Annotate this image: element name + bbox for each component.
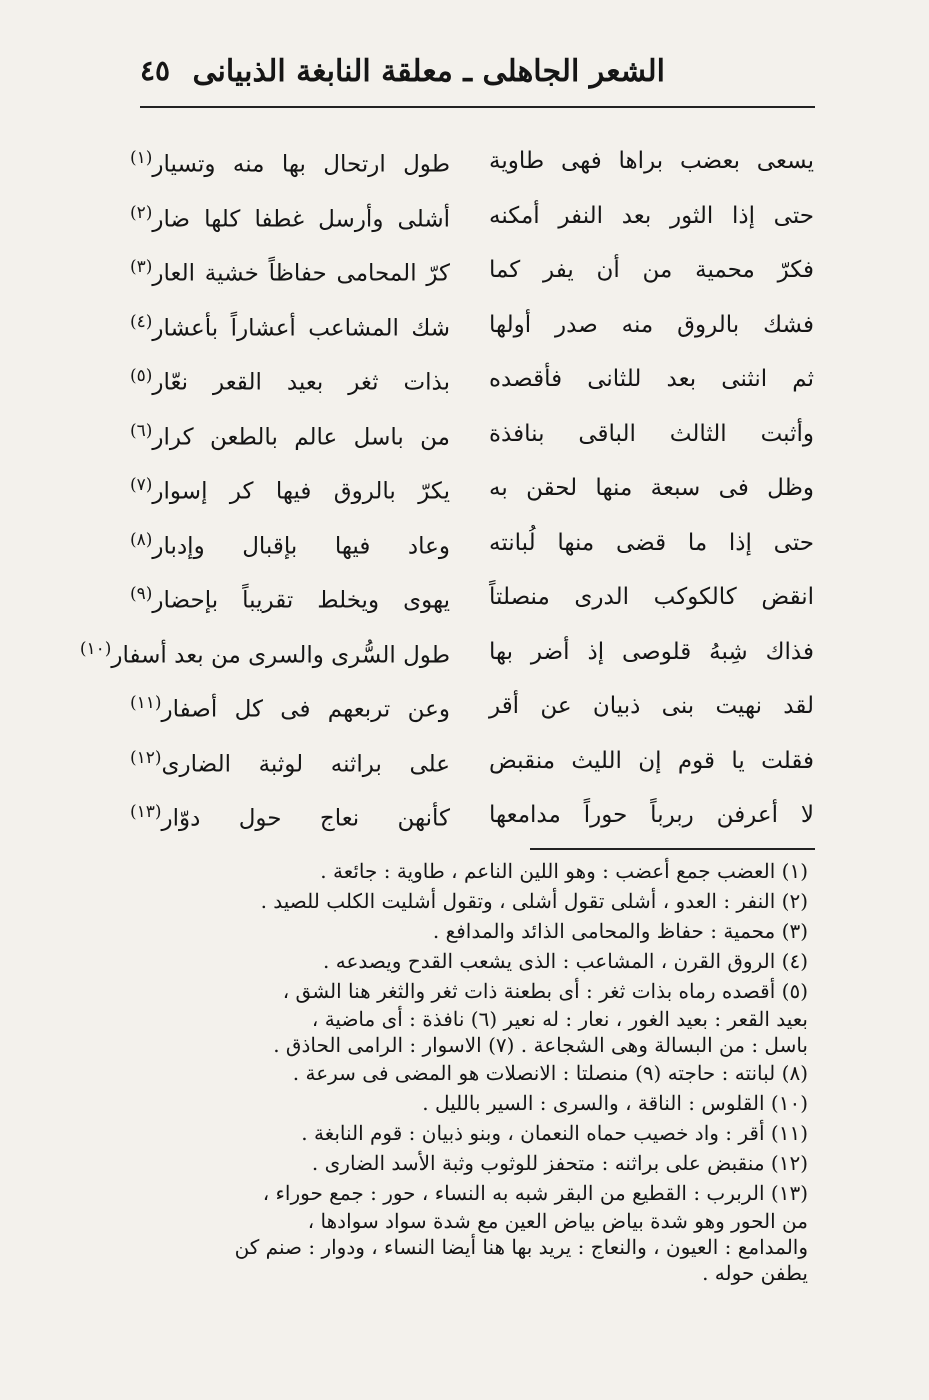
verse-second-hemistich	[130, 693, 450, 723]
footnote-line: (١) العضب جمع أعضب : وهو اللين الناعم ، طاوية : جائعة .	[320, 859, 808, 883]
footnote-line: (١١) أقر : واد خصيب حماه النعمان ، وبنو ذبيان : قوم النابغة .	[301, 1121, 808, 1145]
verse-second-hemistich	[130, 312, 450, 342]
footnote-line: من الحور وهو شدة بياض بياض العين مع شدة سواد سوادها ،	[307, 1209, 808, 1233]
footnote-marker: (٣)	[130, 257, 153, 277]
hemistich-text: أشلى وأرسل غطفا كلها ضار	[152, 206, 450, 233]
footnote-marker: (٢)	[130, 202, 153, 223]
verse-first-hemistich: فقلت يا قوم إن الليث منقبض	[489, 747, 814, 774]
footnote-line: (١٢) منقبض على براثنه : متحفز للوثوب وثبة الأسد الضارى .	[311, 1151, 808, 1175]
footnote-line: باسل : من البسالة وهى الشجاعة . (٧) الاسوار : الرامى الحاذق .	[273, 1033, 808, 1057]
footnotes-divider	[530, 848, 815, 850]
verse-first-hemistich: وظل فى سبعة منها لحقن به	[489, 475, 814, 501]
verse	[130, 195, 820, 250]
verse	[130, 358, 820, 413]
verse	[130, 304, 820, 359]
verse-second-hemistich	[130, 748, 450, 778]
verse-second-hemistich	[130, 148, 450, 178]
verse	[130, 249, 820, 304]
footnote-marker: (١٣)	[130, 802, 162, 822]
verse-first-hemistich: حتى إذا الثور بعد النفر أمكنه	[489, 202, 814, 229]
verse-first-hemistich: فكرّ محمية من أن يفر كما	[489, 257, 814, 283]
hemistich-text: بذات ثغر بعيد القعر نعّار	[152, 369, 450, 396]
verse-first-hemistich: يسعى بعضب براها فهى طاوية	[489, 148, 814, 174]
verse-second-hemistich	[130, 584, 450, 614]
hemistich-text: طول ارتحال بها منه وتسيار	[152, 151, 450, 178]
verse-first-hemistich: فذاك شِبهُ قلوصى إذ أضر بها	[489, 638, 814, 665]
footnote-line: يطفن حوله .	[702, 1261, 808, 1285]
page-header	[140, 44, 815, 100]
footnote-line: (٥) أقصده رماه بذات ثغر : أى بطعنة ذات ثغر والثغر هنا الشق ،	[282, 979, 808, 1003]
verse	[79, 631, 820, 686]
verse-first-hemistich: لا أعرفن ربرباً حوراً مدامعها	[489, 802, 814, 828]
hemistich-text: وعاد فيها بإقبال وإدبار	[152, 533, 450, 560]
verse	[130, 140, 820, 195]
footnote-line: (٣) محمية : حفاظ والمحامى الذائد والمدافع .	[432, 919, 808, 943]
verse	[130, 413, 820, 468]
footnote-marker: (٥)	[130, 366, 153, 386]
footnote-line: (٢) النفر : العدو ، أشلى تقول أشلى ، وتقول أشليت الكلب للصيد .	[260, 889, 808, 913]
footnote-marker: (٨)	[130, 529, 153, 550]
verse	[130, 467, 820, 522]
footnote-marker: (٧)	[130, 475, 153, 495]
footnote-line: (٨) لبانته : حاجته (٩) منصلتا : الانصلات هو المضى فى سرعة .	[292, 1061, 808, 1085]
hemistich-text: وعن تربعهم فى كل أصفار	[161, 696, 450, 723]
footnote-marker: (٩)	[130, 584, 153, 604]
hemistich-text: كرّ المحامى حفاظاً خشية العار	[152, 260, 450, 287]
footnote-marker: (١٠)	[79, 638, 112, 659]
hemistich-text: يكرّ بالروق فيها كر إسوار	[152, 478, 450, 505]
verse	[130, 522, 820, 577]
verse-second-hemistich	[130, 366, 450, 396]
verse-first-hemistich: انقض كالكوكب الدرى منصلتاً	[489, 584, 814, 610]
footnote-marker: (٦)	[130, 420, 153, 441]
poem-verses	[79, 140, 820, 849]
verse-second-hemistich	[130, 421, 450, 451]
verse	[130, 576, 820, 631]
footnote-line: (٤) الروق القرن ، المشاعب : الذى يشعب القدح ويصدعه .	[323, 949, 808, 973]
footnote-marker: (١)	[130, 148, 153, 168]
footnotes	[128, 856, 808, 1286]
verse-second-hemistich	[130, 802, 450, 832]
footnote-marker: (١١)	[130, 693, 162, 713]
footnote-marker: (٤)	[130, 311, 153, 332]
hemistich-text: شك المشاعب أعشاراً بأعشار	[152, 315, 450, 342]
verse	[130, 740, 820, 795]
verse-second-hemistich	[79, 638, 450, 669]
page-number: ٤٥	[140, 54, 171, 87]
verse-first-hemistich: حتى إذا ما قضى منها لُبانته	[489, 529, 814, 556]
footnote-line: بعيد القعر : بعيد الغور ، نعار : له نعير (٦) نافذة : أى ماضية ،	[311, 1007, 808, 1031]
verse-first-hemistich: لقد نهيت بنى ذبيان عن أقر	[489, 693, 814, 719]
verse-first-hemistich: فشك بالروق منه صدر أولها	[489, 311, 814, 338]
hemistich-text: طول السُّرى والسرى من بعد أسفار	[111, 642, 450, 669]
header-divider	[140, 106, 815, 108]
verse	[130, 685, 820, 740]
page-title: الشعر الجاهلى ـ معلقة النابغة الذبيانى	[192, 54, 665, 89]
verse-second-hemistich	[130, 475, 450, 505]
verse-first-hemistich: ثم انثنى بعد للثانى فأقصده	[489, 366, 814, 392]
verse-first-hemistich: وأثبت الثالث الباقى بنافذة	[489, 420, 814, 447]
verse-second-hemistich	[130, 257, 450, 287]
verse-second-hemistich	[130, 203, 450, 233]
verse-second-hemistich	[130, 530, 450, 560]
hemistich-text: يهوى ويخلط تقريباً بإحضار	[152, 587, 450, 614]
hemistich-text: كأنهن نعاج حول دوّار	[161, 805, 450, 832]
verse	[130, 794, 820, 849]
footnote-line: (١٣) الربرب : القطيع من البقر شبه به النساء ، حور : جمع حوراء ،	[262, 1181, 808, 1205]
footnote-line: والمدامع : العيون ، والنعاج : يريد بها هنا أيضا النساء ، ودوار : صنم كن	[234, 1235, 808, 1259]
hemistich-text: على براثنه لوثبة الضارى	[161, 751, 450, 778]
footnote-marker: (١٢)	[130, 747, 162, 768]
footnote-line: (١٠) القلوس : الناقة ، والسرى : السير بالليل .	[422, 1091, 808, 1115]
hemistich-text: من باسل عالم بالطعن كرار	[152, 424, 450, 451]
